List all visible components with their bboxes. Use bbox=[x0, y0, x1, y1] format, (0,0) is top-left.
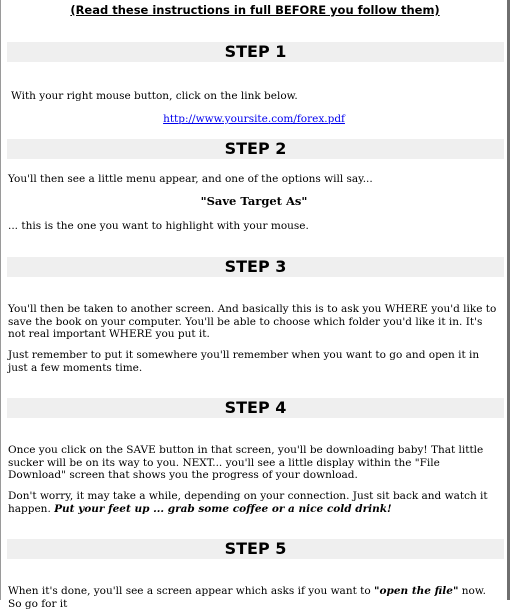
step-1-text: With your right mouse button, click on the link below. bbox=[11, 90, 298, 102]
step-1-heading: STEP 1 bbox=[7, 42, 504, 62]
step-1-link-row bbox=[8, 113, 500, 126]
download-link[interactable]: http://www.yoursite.com/forex.pdf bbox=[163, 113, 345, 125]
step-5-heading: STEP 5 bbox=[7, 539, 504, 559]
step-3-heading: STEP 3 bbox=[7, 257, 504, 277]
step-2-after: ... this is the one you want to highlight with your mouse. bbox=[8, 220, 309, 232]
step-2-heading: STEP 2 bbox=[7, 139, 504, 159]
step-4-p2-emphasis: Put your feet up ... grab some coffee or a nice cold drink! bbox=[54, 502, 392, 515]
left-border bbox=[0, 0, 1, 600]
step-3-paragraph-1: You'll then be taken to another screen. And basically this is to ask you WHERE you'd like to save the book on your computer. You'll be able to choose which folder you'd like it in. It's not real important WHERE you put it. bbox=[8, 303, 497, 340]
step-5-text-row bbox=[8, 585, 500, 610]
step-4-p2-text: Don't worry, it may take a while, depending on your connection. Just sit back and watch it happen. bbox=[8, 490, 488, 515]
step-2-text: You'll then see a little menu appear, and one of the options will say... bbox=[8, 173, 373, 185]
save-target-as-option: "Save Target As" bbox=[200, 194, 308, 208]
page-header: (Read these instructions in full BEFORE you follow them) bbox=[70, 3, 440, 17]
step-5-text: When it's done, you'll see a screen appear which asks if you want to bbox=[8, 585, 371, 597]
step-4-paragraph-2 bbox=[8, 490, 500, 515]
step-3-paragraph-2: Just remember to put it somewhere you'll remember when you want to go and open it in just a few moments time. bbox=[8, 349, 480, 374]
step-4-heading: STEP 4 bbox=[7, 398, 504, 418]
step-4-paragraph-1: Once you click on the SAVE button in that screen, you'll be downloading baby! That little sucker will be on its way to you. NEXT... you'll see a little display within the "File Download" screen that shows you the progress of your download. bbox=[8, 444, 484, 481]
step-5-emphasis: "open the file" bbox=[374, 585, 459, 597]
step-5-after: now. So go for it bbox=[8, 585, 486, 610]
